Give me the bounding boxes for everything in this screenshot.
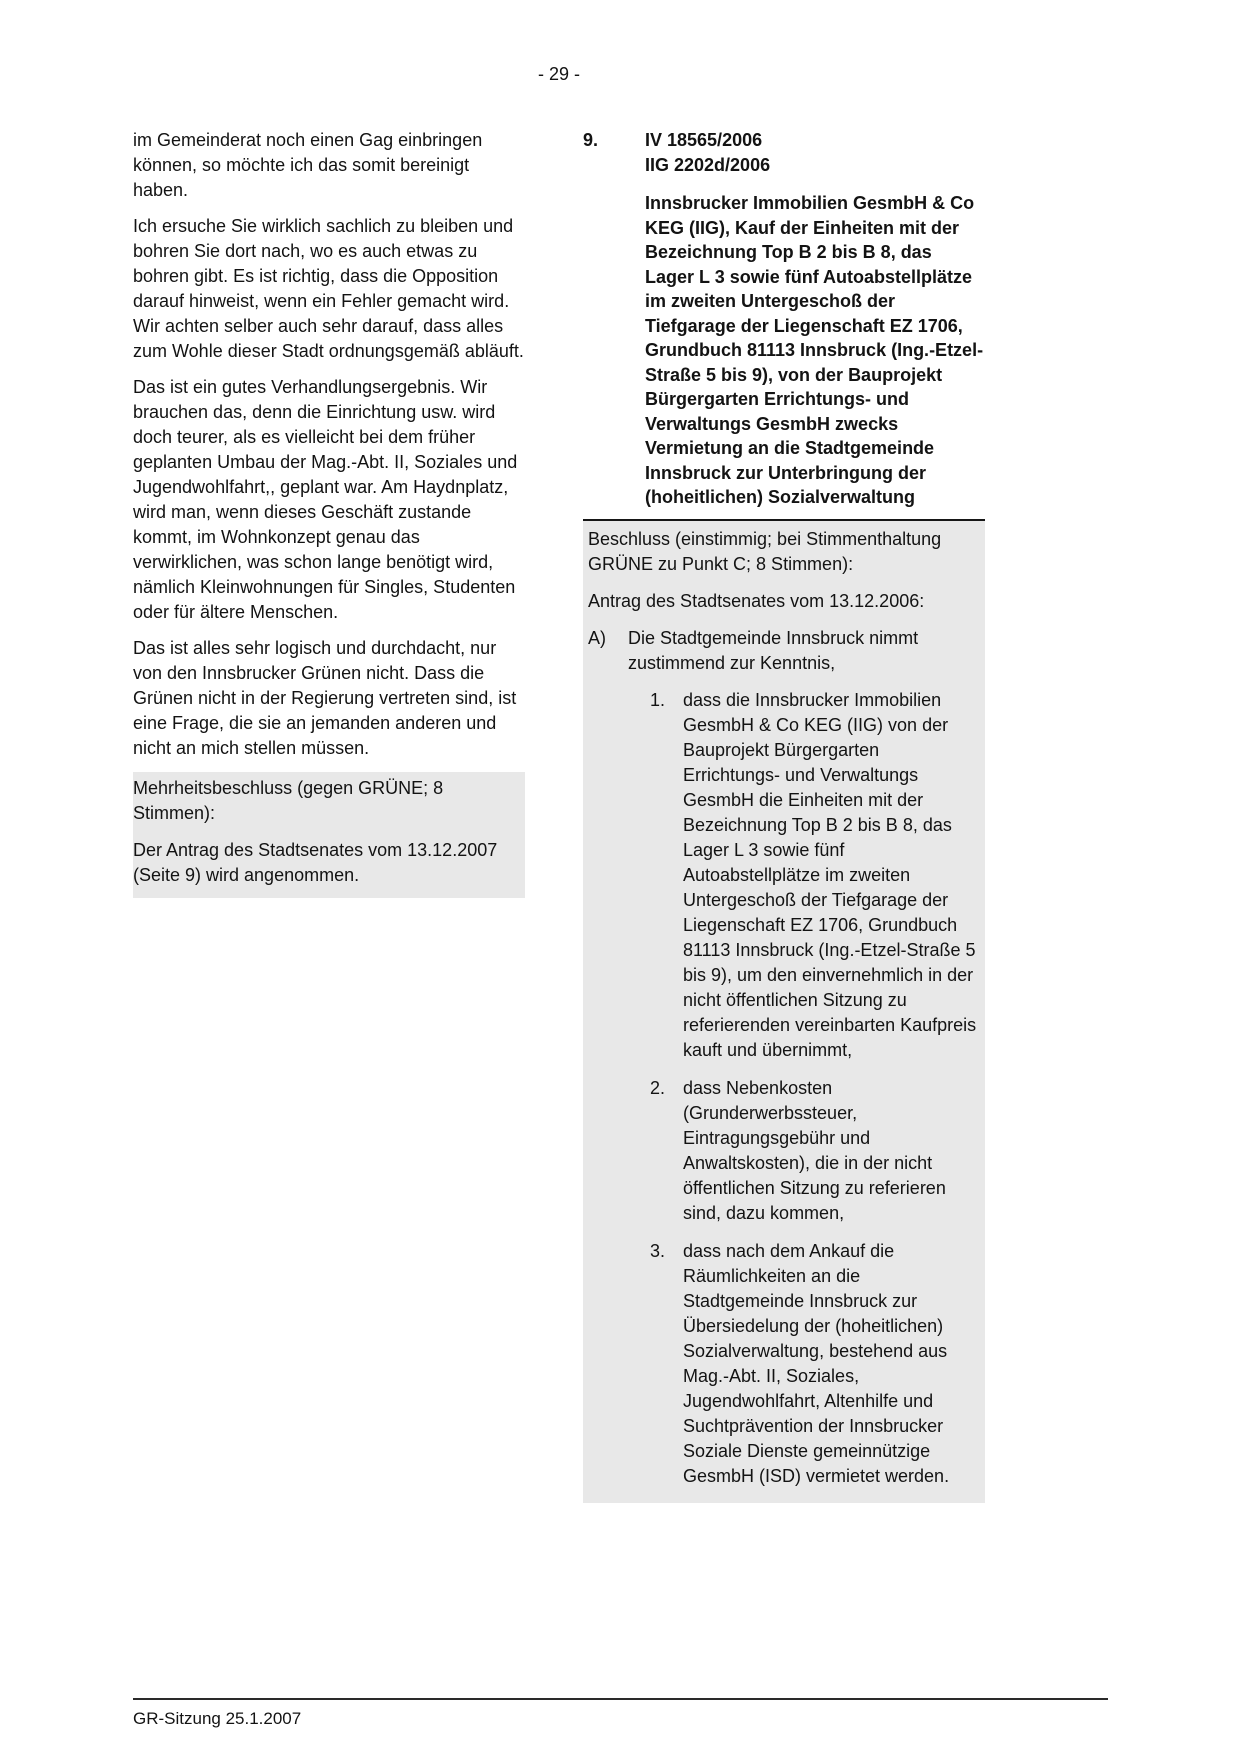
- agenda-item-title: Innsbrucker Immobilien GesmbH & Co KEG (IIG), Kauf der Einheiten mit der Bezeichnung Top B 2 bis B 8, das Lager L 3 sowie fünf Autoabstellplätze im zweiten Untergeschoß der Tiefgarage der Liegenschaft EZ 1706, Grundbuch 81113 Innsbruck (Ing.-Etzel-Straße 5 bis 9), von der Bauprojekt Bürgergarten Errichtungs- und Verwaltungs GesmbH zwecks Vermietung an die Stadtgemeinde Innsbruck zur Unterbringung der (hoheitlichen) Sozialverwaltung: [645, 193, 984, 507]
- reference-line: IIG 2202d/2006: [645, 155, 771, 175]
- decision-line: Der Antrag des Stadtsenates vom 13.12.2007 (Seite 9) wird angenommen.: [133, 840, 498, 885]
- resolution-subitem: [588, 1239, 979, 1489]
- agenda-item-header-content: [645, 128, 985, 510]
- left-column: [133, 128, 525, 898]
- subitem-text: dass die Innsbrucker Immobilien GesmbH & Co KEG (IIG) von der Bauprojekt Bürgergarten Errichtungs- und Verwaltungs GesmbH die Einheiten mit der Bezeichnung Top B 2 bis B 8, das Lager L 3 sowie fünf Autoabstellplätze im zweiten Untergeschoß der Tiefgarage der Liegenschaft EZ 1706, Grundbuch 81113 Innsbruck (Ing.-Etzel-Straße 5 bis 9), um den einvernehmlich in der nicht öffentlichen Sitzung zu referierenden vereinbarten Kaufpreis kauft und übernimmt,: [683, 689, 977, 1060]
- agenda-item-9-header: [583, 128, 985, 510]
- footer-text: GR-Sitzung 25.1.2007: [133, 1709, 302, 1728]
- resolution-highlight: [583, 519, 985, 1503]
- resolution-line: Beschluss (einstimmig; bei Stimmenthaltung GRÜNE zu Punkt C; 8 Stimmen):: [588, 528, 942, 574]
- page-footer: [133, 1698, 1108, 1731]
- page-number: - 29 -: [537, 64, 580, 84]
- resolution-subitem: [588, 688, 979, 1063]
- reference-line: IV 18565/2006: [645, 130, 763, 150]
- paragraph: Ich ersuche Sie wirklich sachlich zu bleiben und bohren Sie dort nach, wo es auch etwas zu bohren gibt. Es ist richtig, dass die Opposition darauf hinweist, wenn ein Fehler gemacht wird. Wir achten selber auch sehr darauf, dass alles zum Wohle dieser Stadt ordnungsgemäß abläuft.: [133, 216, 524, 361]
- subitem-label: 1.: [650, 689, 666, 710]
- subitem-label: 3.: [650, 1240, 666, 1261]
- subitem-label: 2.: [650, 1077, 666, 1098]
- document-body: [133, 128, 985, 1503]
- resolution-line: Antrag des Stadtsenates vom 13.12.2006:: [588, 590, 925, 611]
- reference-numbers: [645, 128, 985, 178]
- subitem-text: dass nach dem Ankauf die Räumlichkeiten an die Stadtgemeinde Innsbruck zur Übersiedelung der (hoheitlichen) Sozialverwaltung, bestehend aus Mag.-Abt. II, Soziales, Jugendwohlfahrt, Altenhilfe und Suchtprävention der Innsbrucker Soziale Dienste gemeinnützige GesmbH (ISD) vermietet werden.: [683, 1240, 950, 1486]
- paragraph: Das ist ein gutes Verhandlungsergebnis. Wir brauchen das, denn die Einrichtung usw. wird doch teurer, als es vielleicht bei dem früher geplanten Umbau der Mag.-Abt. II, Soziales und Jugendwohlfahrt,, geplant war. Am Haydnplatz, wird man, wenn dieses Geschäft zustande kommt, im Wohnkonzept genau das verwirklichen, was schon lange benötigt wird, nämlich Kleinwohnungen für Singles, Studenten oder für ältere Menschen.: [133, 377, 518, 622]
- point-text: Die Stadtgemeinde Innsbruck nimmt zustimmend zur Kenntnis,: [628, 627, 919, 673]
- agenda-item-number: 9.: [583, 130, 599, 150]
- decision-line: Mehrheitsbeschluss (gegen GRÜNE; 8 Stimmen):: [133, 778, 444, 823]
- majority-decision-highlight: [133, 772, 525, 898]
- paragraph: im Gemeinderat noch einen Gag einbringen können, so möchte ich das somit bereinigt haben.: [133, 130, 483, 200]
- right-column: [583, 128, 985, 1503]
- subitem-text: dass Nebenkosten (Grunderwerbssteuer, Eintragungsgebühr und Anwaltskosten), die in der nicht öffentlichen Sitzung zu referieren sind, dazu kommen,: [683, 1077, 946, 1223]
- resolution-point-a: [588, 626, 979, 676]
- paragraph: Das ist alles sehr logisch und durchdacht, nur von den Innsbrucker Grünen nicht. Dass die Grünen nicht in der Regierung vertreten sind, ist eine Frage, die sie an jemanden anderen und nicht an mich stellen müssen.: [133, 638, 517, 758]
- point-label: A): [588, 627, 606, 648]
- resolution-subitem: [588, 1076, 979, 1226]
